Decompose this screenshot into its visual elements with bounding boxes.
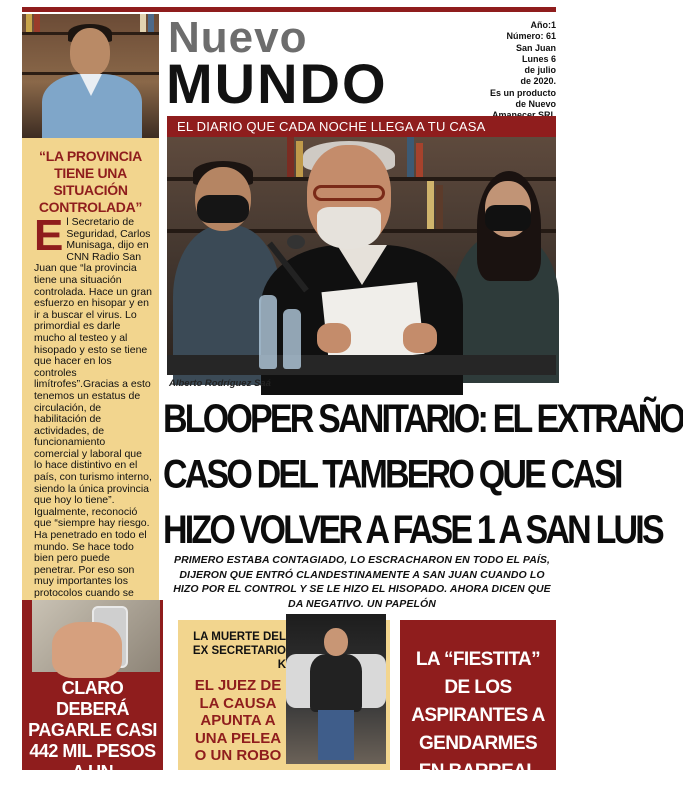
columnist-photo bbox=[22, 14, 159, 138]
main-headline[interactable]: BLOOPER SANITARIO: EL EXTRAÑO CASO DEL TAMBERO QUE CASI HIZO VOLVER A FASE 1 A SAN LUIS bbox=[163, 396, 683, 553]
teaser-secretario[interactable] bbox=[178, 620, 390, 770]
teaser-secretario-headline: EL JUEZ DE LA CAUSA APUNTA A UNA PELEA O UN ROBO bbox=[194, 677, 282, 764]
photo-caption: Alberto Rodríguez Saá bbox=[169, 378, 271, 389]
main-subhead: PRIMERO ESTABA CONTAGIADO, LO ESCRACHARON EN TODO EL PAÍS, DIJERON QUE ENTRÓ CLANDESTINAMENTE A SAN JUAN CUANDO LO HIZO POR EL CONTROL Y SE LE HIZO EL HISOPADO. AHORA DICEN QUE DA NEGATIVO. UN PAPELÓN bbox=[173, 554, 551, 610]
main-story-photo bbox=[167, 137, 556, 375]
teaser-fiestita-text: LA “FIESTITA” DE LOS ASPIRANTES A GENDARMES EN BARREAL bbox=[411, 649, 545, 782]
masthead-title-nuevo: Nuevo bbox=[168, 13, 308, 62]
left-column-story[interactable] bbox=[22, 138, 159, 600]
masthead-title-mundo: MUNDO bbox=[166, 52, 388, 115]
edition-info: Año:1 Número: 61 San Juan Lunes 6 de julio de 2020. Es un producto de Nuevo bbox=[490, 20, 556, 110]
dropcap: E bbox=[34, 211, 64, 260]
phone-photo bbox=[32, 600, 160, 672]
man-walking-photo bbox=[286, 614, 386, 764]
top-rule bbox=[22, 7, 556, 12]
tagline-bar bbox=[167, 116, 556, 137]
teaser-claro-text: CLARO DEBERÁ PAGARLE CASI 442 MIL PESOS A UN SANJUANINO bbox=[28, 678, 157, 803]
teaser-secretario-lead: LA MUERTE DEL EX SECRETARIO K bbox=[192, 631, 286, 671]
left-story-body: El Secretario de Seguridad, Carlos Munisaga, dijo en CNN Radio San Juan que “la provincia tiene una situación controlada. Hace un gran esfuerzo en hisopar y en ir a buscar el virus. Lo primordial es darle mucho al testeo y al hisopado y esto se tiene que hacer en los controles limítrofes”.Gracias a esto tenemos un estatus de circulación, de habilitación de actividades, de funcionamiento comercial y laboral que lo hace distintivo en el país, con turismo interno, siendo la única provincia que hoy lo tiene”. Igualmente, reconoció que “siempre hay riesgo. Ha penetrado en todo el mundo. Se hace todo bien pero puede penetrar. Por eso son muy importantes los protocolos cuando se bbox=[34, 211, 152, 599]
left-story-headline: “LA PROVINCIA TIENE UNA SITUACIÓN CONTROLADA” bbox=[38, 148, 143, 215]
teaser-fiestita[interactable] bbox=[400, 620, 556, 782]
teaser-claro[interactable] bbox=[22, 600, 163, 803]
tagline: EL DIARIO QUE CADA NOCHE LLEGA A TU CASA bbox=[177, 119, 486, 134]
